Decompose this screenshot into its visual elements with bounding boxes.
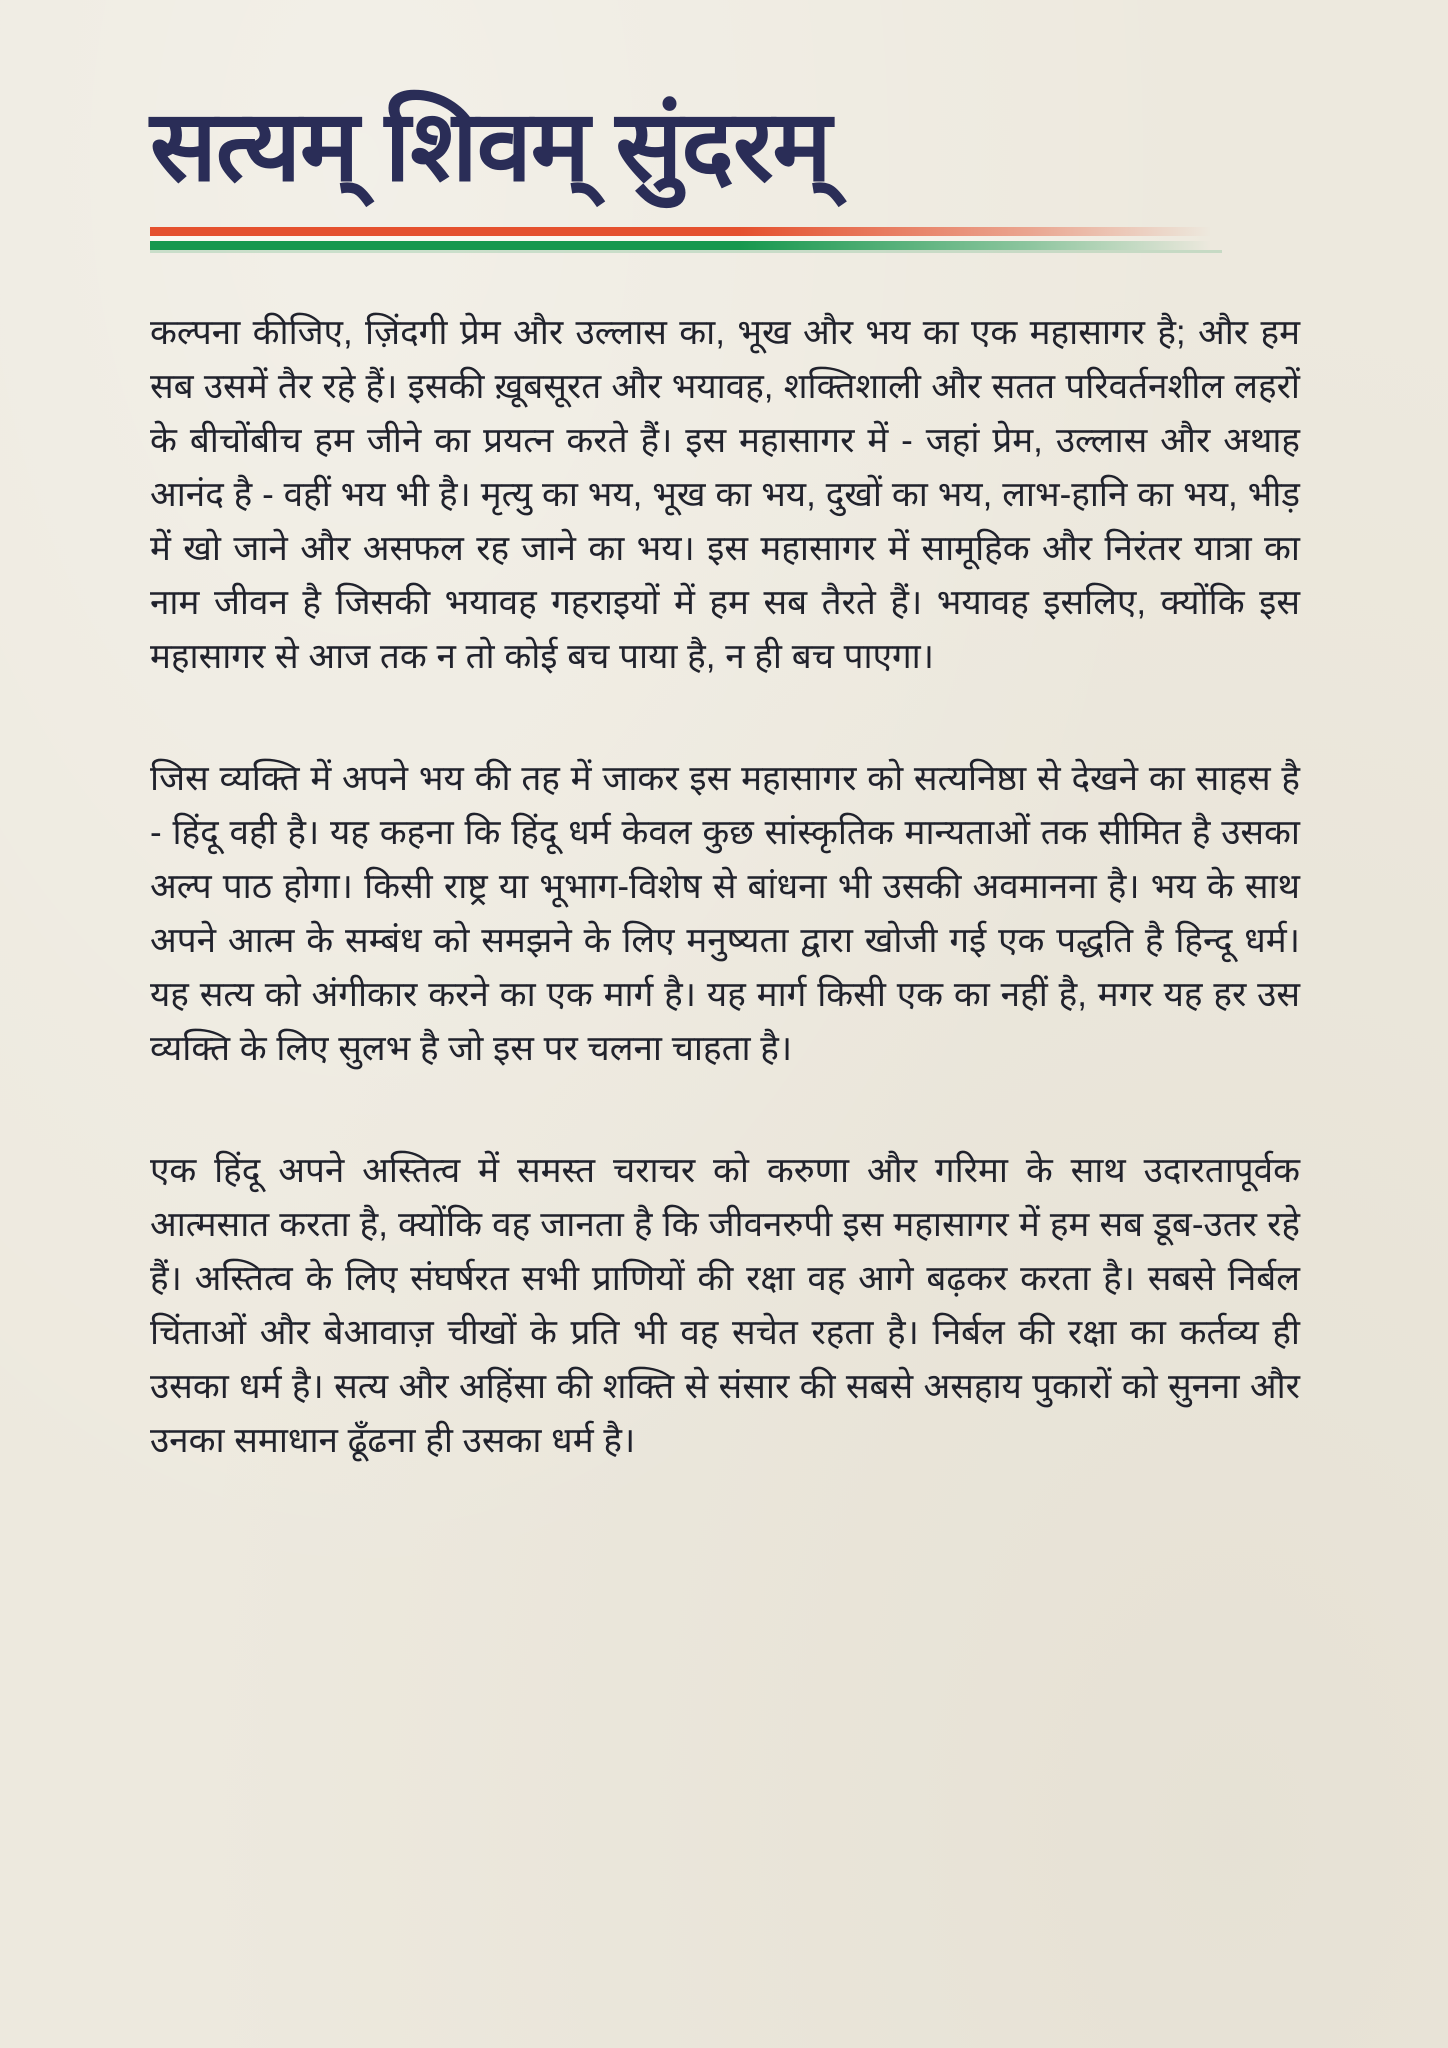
paragraph-who-is-hindu: जिस व्यक्ति में अपने भय की तह में जाकर इस महासागर को सत्यनिष्ठा से देखने का साहस है - हिंदू वही है। यह कहना कि हिंदू धर्म केवल कुछ सांस्कृतिक मान्यताओं तक सीमित है उसका अल्प पाठ होगा। किसी राष्ट्र या भूभाग-विशेष से बांधना भी उसकी अवमानना है। भय के साथ अपने आत्म के सम्बंध को समझने के लिए मनुष्यता द्वारा खोजी गई एक पद्धति है हिन्दू धर्म। यह सत्य को अंगीकार करने का एक मार्ग है। यह मार्ग किसी एक का नहीं है, मगर यह हर उस व्यक्ति के लिए सुलभ है जो इस पर चलना चाहता है। bbox=[150, 758, 1300, 1068]
green-stripe bbox=[150, 241, 1222, 250]
paragraph-dharma-of-compassion: एक हिंदू अपने अस्तित्व में समस्त चराचर को करुणा और गरिमा के साथ उदारतापूर्वक आत्मसात करता है, क्योंकि वह जानता है कि जीवनरुपी इस महासागर में हम सब डूब-उतर रहे हैं। अस्तित्व के लिए संघर्षरत सभी प्राणियों की रक्षा वह आगे बढ़कर करता है। सबसे निर्बल चिंताओं और बेआवाज़ चीखों के प्रति भी वह सचेत रहता है। निर्बल की रक्षा का कर्तव्य ही उसका धर्म है। सत्य और अहिंसा की शक्ति से संसार की सबसे असहाय पुकारों को सुनना और उनका समाधान ढूँढना ही उसका धर्म है। bbox=[150, 1150, 1300, 1460]
article-body bbox=[150, 306, 1300, 1468]
saffron-stripe bbox=[150, 227, 1222, 236]
tricolor-divider bbox=[150, 227, 1222, 250]
page-title: सत्यम् शिवम् सुंदरम् bbox=[150, 90, 831, 201]
paragraph-ocean-of-life: कल्पना कीजिए, ज़िंदगी प्रेम और उल्लास का, भूख और भय का एक महासागर है; और हम सब उसमें तैर रहे हैं। इसकी ख़ूबसूरत और भयावह, शक्तिशाली और सतत परिवर्तनशील लहरों के बीचोंबीच हम जीने का प्रयत्न करते हैं। इस महासागर में - जहां प्रेम, उल्लास और अथाह आनंद है - वहीं भय भी है। मृत्यु का भय, भूख का भय, दुखों का भय, लाभ-हानि का भय, भीड़ में खो जाने और असफल रह जाने का भय। इस महासागर में सामूहिक और निरंतर यात्रा का नाम जीवन है जिसकी भयावह गहराइयों में हम सब तैरते हैं। भयावह इसलिए, क्योंकि इस महासागर से आज तक न तो कोई बच पाया है, न ही बच पाएगा। bbox=[150, 312, 1300, 676]
